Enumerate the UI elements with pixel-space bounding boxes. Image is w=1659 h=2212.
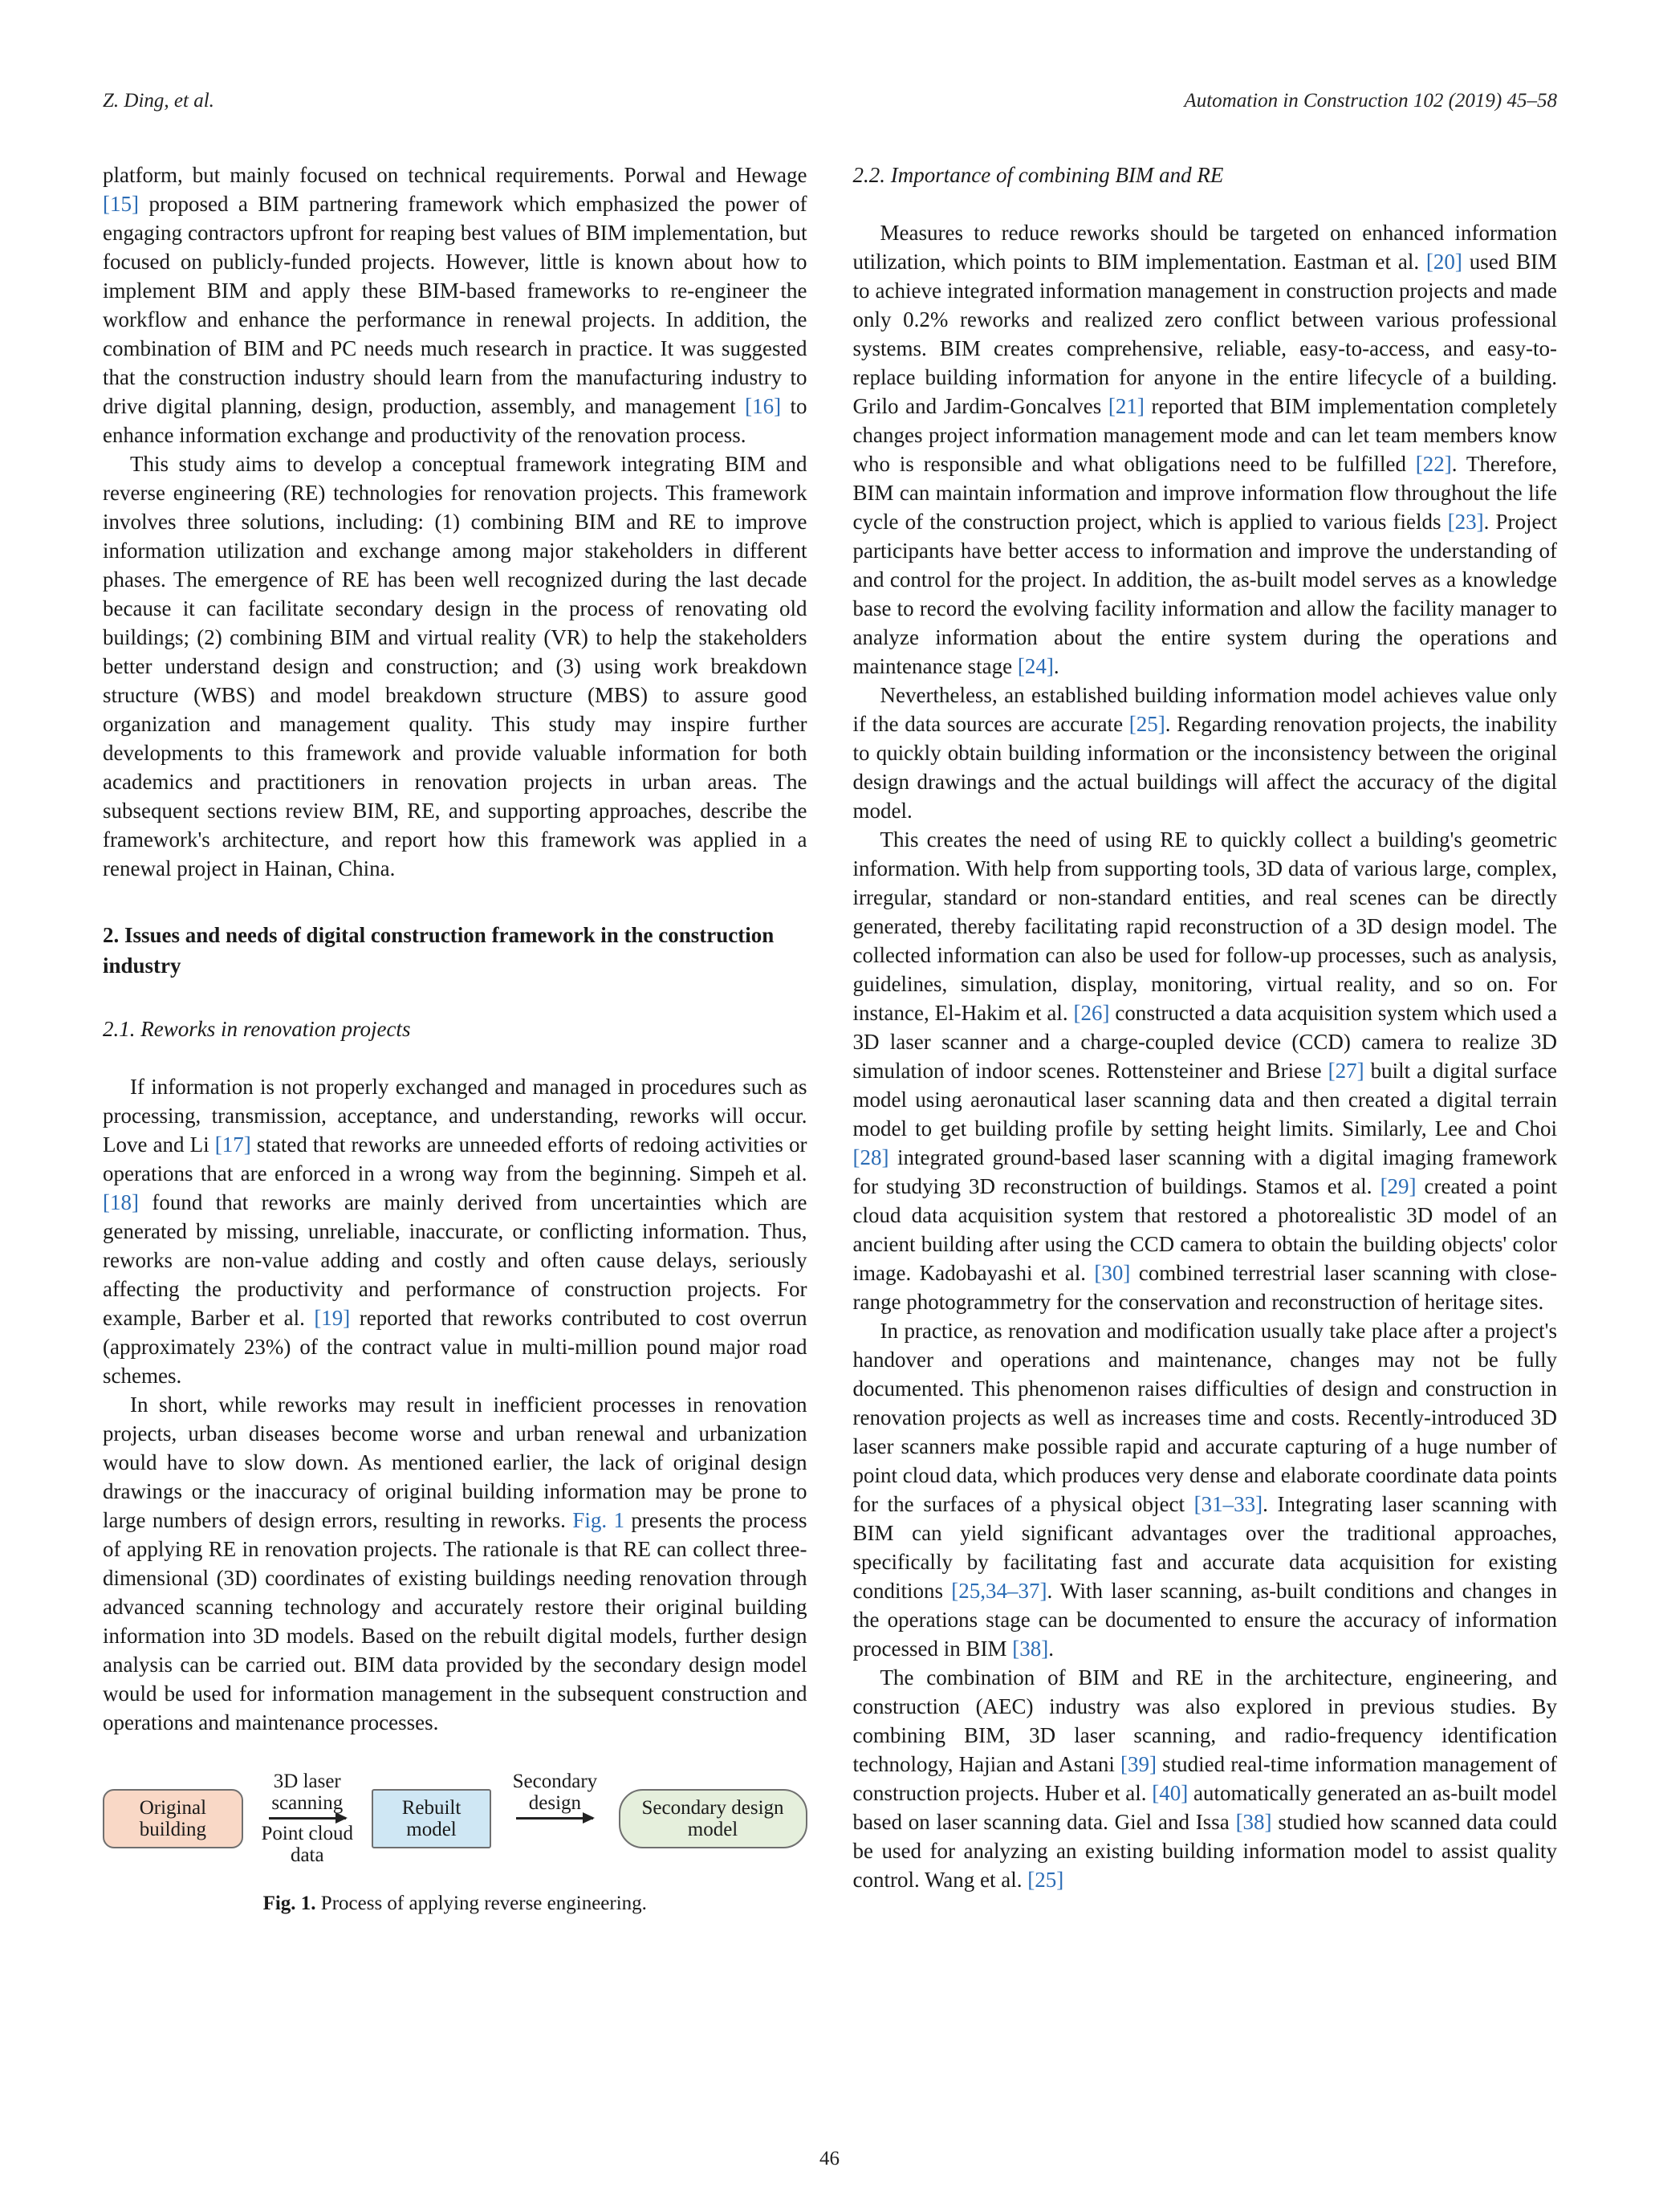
citation-link[interactable]: [20]: [1425, 250, 1462, 274]
citation-link[interactable]: [25]: [1027, 1868, 1064, 1892]
citation-link[interactable]: [17]: [214, 1132, 251, 1157]
figure-caption-text: Process of applying reverse engineering.: [320, 1893, 647, 1914]
citation-link[interactable]: [25,34–37]: [951, 1579, 1047, 1603]
citation-link[interactable]: [27]: [1328, 1059, 1364, 1083]
subsection-heading-2-2: 2.2. Importance of combining BIM and RE: [852, 163, 1224, 187]
two-column-body: [103, 161, 1557, 1916]
paragraph: Measures to reduce reworks should be targeted on enhanced information utilization, which points to BIM implementation. Eastman et al. [20] used BIM to achieve integrated information management in construction projects and made only 0.2% reworks and realized zero conflict between various professional systems. BIM creates comprehensive, reliable, easy-to-access, and easy-to-replace building information for anyone in the entire lifecycle of a building. Grilo and Jardim-Goncalves [21] reported that BIM implementation completely changes project information management mode and can let team members know who is responsible and what obligations need to be fulfilled [22]. Therefore, BIM can maintain information and improve information flow throughout the life cycle of the construction project, which is applied to various fields [23]. Project participants have better access to information and improve the understanding of and control for the project. In addition, the as-built model serves as a knowledge base to record the evolving facility information and allow the facility manager to analyze information about the entire system during the operations and maintenance stage [24].: [852, 221, 1558, 678]
citation-link[interactable]: [31–33]: [1193, 1492, 1263, 1516]
citation-link[interactable]: [18]: [103, 1190, 139, 1214]
citation-link[interactable]: [22]: [1415, 452, 1452, 476]
arrow-right-icon: [269, 1817, 346, 1820]
figure-label-3d-laser-scanning: 3D laser scanning: [271, 1771, 344, 1814]
citation-link[interactable]: [29]: [1380, 1174, 1417, 1198]
paragraph: Nevertheless, an established building information model achieves value only if the data sources are accurate [25]. Regarding renovation projects, the inability to quickly obtain building information or the inconsistency between the original design drawings and the actual buildings will affect the accuracy of the digital model.: [852, 683, 1557, 823]
section-heading-2: 2. Issues and needs of digital construction framework in the construction industry: [103, 923, 775, 978]
citation-link[interactable]: [39]: [1120, 1752, 1157, 1776]
figure-caption: [103, 1892, 807, 1916]
citation-link[interactable]: [38]: [1235, 1810, 1272, 1834]
running-head: [103, 90, 1557, 112]
figure-1-diagram: [103, 1772, 807, 1864]
right-column: [853, 161, 1558, 1916]
paragraph: This creates the need of using RE to quickly collect a building's geometric information. With help from supporting tools, 3D data of various large, complex, irregular, standard or non-standard entities, and real scenes can be directly generated, thereby facilitating rapid reconstruction of a 3D design model. The collected information can also be used for follow-up processes, such as analysis, guidelines, simulation, display, monitoring, virtual reality, and so on. For instance, El-Hakim et al. [26] constructed a data acquisition system which used a 3D laser scanner and a charge-coupled device (CCD) camera to realize 3D simulation of indoor scenes. Rottensteiner and Briese [27] built a digital surface model using aeronautical laser scanning data and then created a digital terrain model to get building profile by setting height limits. Similarly, Lee and Choi [28] integrated ground-based laser scanning with a digital imaging framework for studying 3D reconstruction of buildings. Stamos et al. [29] created a point cloud data acquisition system that restored a photorealistic 3D model of an ancient building after using the CCD camera to obtain the building objects' color image. Kadobayashi et al. [30] combined terrestrial laser scanning with close-range photogrammetry for the conservation and reconstruction of heritage sites.: [852, 827, 1558, 1314]
citation-link[interactable]: [25]: [1128, 712, 1165, 736]
figure-node-original-building: Original building: [103, 1789, 243, 1848]
paragraph: In practice, as renovation and modification usually take place after a project's handover and operations and maintenance, changes may not be fully documented. This phenomenon raises difficulties of design and construction in renovation projects as well as increases time and costs. Recently-introduced 3D laser scanners make possible rapid and accurate capturing of a huge number of point cloud data, which produces very dense and elaborate coordinate data points for the surfaces of a physical object [31–33]. Integrating laser scanning with BIM can yield significant advantages over the traditional approaches, specifically by facilitating fast and accurate data acquisition for existing conditions [25,34–37]. With laser scanning, as-built conditions and changes in the operations stage can be documented to ensure the accuracy of information processed in BIM [38].: [852, 1319, 1557, 1661]
figure-node-rebuilt-model: Rebuilt model: [372, 1789, 492, 1848]
paragraph: This study aims to develop a conceptual framework integrating BIM and reverse engineering (RE) technologies for renovation projects. This framework involves three solutions, including: (1) combining BIM and RE to improve information utilization and exchange among major stakeholders in different phases. The emergence of RE has been well recognized during the last decade because it can facilitate secondary design in the process of renovating old buildings; (2) combining BIM and virtual reality (VR) to help the stakeholders better understand design and construction; and (3) using work breakdown structure (WBS) and model breakdown structure (MBS) to assure good organization and management quality. This study may inspire further developments to this framework and provide valuable information for both academics and practitioners in renovation projects in urban areas. The subsequent sections review BIM, RE, and supporting approaches, describe the framework's architecture, and report how this framework was applied in a renewal project in Hainan, China.: [103, 452, 807, 880]
citation-link[interactable]: [30]: [1094, 1261, 1131, 1285]
citation-link[interactable]: [38]: [1012, 1637, 1049, 1661]
paragraph: platform, but mainly focused on technical requirements. Porwal and Hewage [15] proposed a BIM partnering framework which emphasized the power of engaging contractors upfront for reaping best values of BIM implementation, but focused on publicly-funded projects. However, little is known about how to implement BIM and apply these BIM-based frameworks to re-engineer the workflow and enhance the performance in renewal projects. In addition, the combination of BIM and PC needs much research in practice. It was suggested that the construction industry should learn from the manufacturing industry to drive digital planning, design, production, assembly, and management [16] to enhance information exchange and productivity of the renovation process.: [103, 163, 807, 447]
running-head-journal: Automation in Construction 102 (2019) 45–58: [1184, 90, 1557, 112]
citation-link[interactable]: [23]: [1447, 510, 1484, 534]
citation-link[interactable]: [26]: [1073, 1001, 1110, 1025]
paragraph: The combination of BIM and RE in the architecture, engineering, and construction (AEC) industry was also explored in previous studies. By combining BIM, 3D laser scanning, and radio-frequency identification technology, Hajian and Astani [39] studied real-time information management of construction projects. Huber et al. [40] automatically generated an as-built model based on laser scanning data. Giel and Issa [38] studied how scanned data could be used for analyzing an existing building information model to assist quality control. Wang et al. [25]: [852, 1665, 1557, 1892]
figure-1: [103, 1772, 807, 1916]
figure-node-secondary-design-model: Secondary design model: [619, 1789, 807, 1848]
running-head-authors: Z. Ding, et al.: [103, 90, 214, 112]
figure-arrow-group-secondary-design: [496, 1772, 613, 1864]
citation-link[interactable]: [28]: [852, 1145, 889, 1169]
citation-link[interactable]: [21]: [1108, 394, 1145, 418]
figure-label-secondary-design: Secondary design: [512, 1771, 598, 1814]
citation-link[interactable]: [19]: [314, 1306, 351, 1330]
citation-link[interactable]: [24]: [1017, 654, 1054, 678]
figure-caption-label: Fig. 1.: [262, 1893, 316, 1914]
subsection-heading-2-1: 2.1. Reworks in renovation projects: [103, 1017, 411, 1041]
figure-label-point-cloud-data: Point cloud data: [261, 1823, 354, 1866]
figure-reference-link[interactable]: Fig. 1: [572, 1508, 624, 1532]
page-number: 46: [819, 2148, 840, 2169]
left-column: [103, 161, 807, 1916]
citation-link[interactable]: [15]: [103, 192, 139, 216]
citation-link[interactable]: [40]: [1152, 1781, 1189, 1805]
citation-link[interactable]: [16]: [745, 394, 782, 418]
paragraph: If information is not properly exchanged and managed in procedures such as processing, transmission, acceptance, and understanding, reworks will occur. Love and Li [17] stated that reworks are unneeded efforts of redoing activities or operations that are enforced in a wrong way from the beginning. Simpeh et al. [18] found that reworks are mainly derived from uncertainties which are generated by missing, unreliable, inaccurate, or conflicting information. Thus, reworks are non-value adding and costly and often cause delays, seriously affecting the productivity and performance of construction projects. For example, Barber et al. [19] reported that reworks contributed to cost overrun (approximately 23%) of the contract value in multi-million pound major road schemes.: [103, 1075, 807, 1388]
arrow-right-icon: [516, 1817, 593, 1820]
figure-arrow-group-scanning: [248, 1772, 367, 1864]
paragraph: In short, while reworks may result in inefficient processes in renovation projects, urban diseases become worse and urban renewal and urbanization would have to slow down. As mentioned earlier, the lack of original design drawings or the inaccuracy of original building information may be prone to large numbers of design errors, resulting in reworks. Fig. 1 presents the process of applying RE in renovation projects. The rationale is that RE can collect three-dimensional (3D) coordinates of existing buildings needing renovation through advanced scanning technology and accurately restore their original building information into 3D models. Based on the rebuilt digital models, further design analysis can be carried out. BIM data provided by the secondary design model would be used for information management in the subsequent construction and operations and maintenance processes.: [103, 1393, 807, 1734]
